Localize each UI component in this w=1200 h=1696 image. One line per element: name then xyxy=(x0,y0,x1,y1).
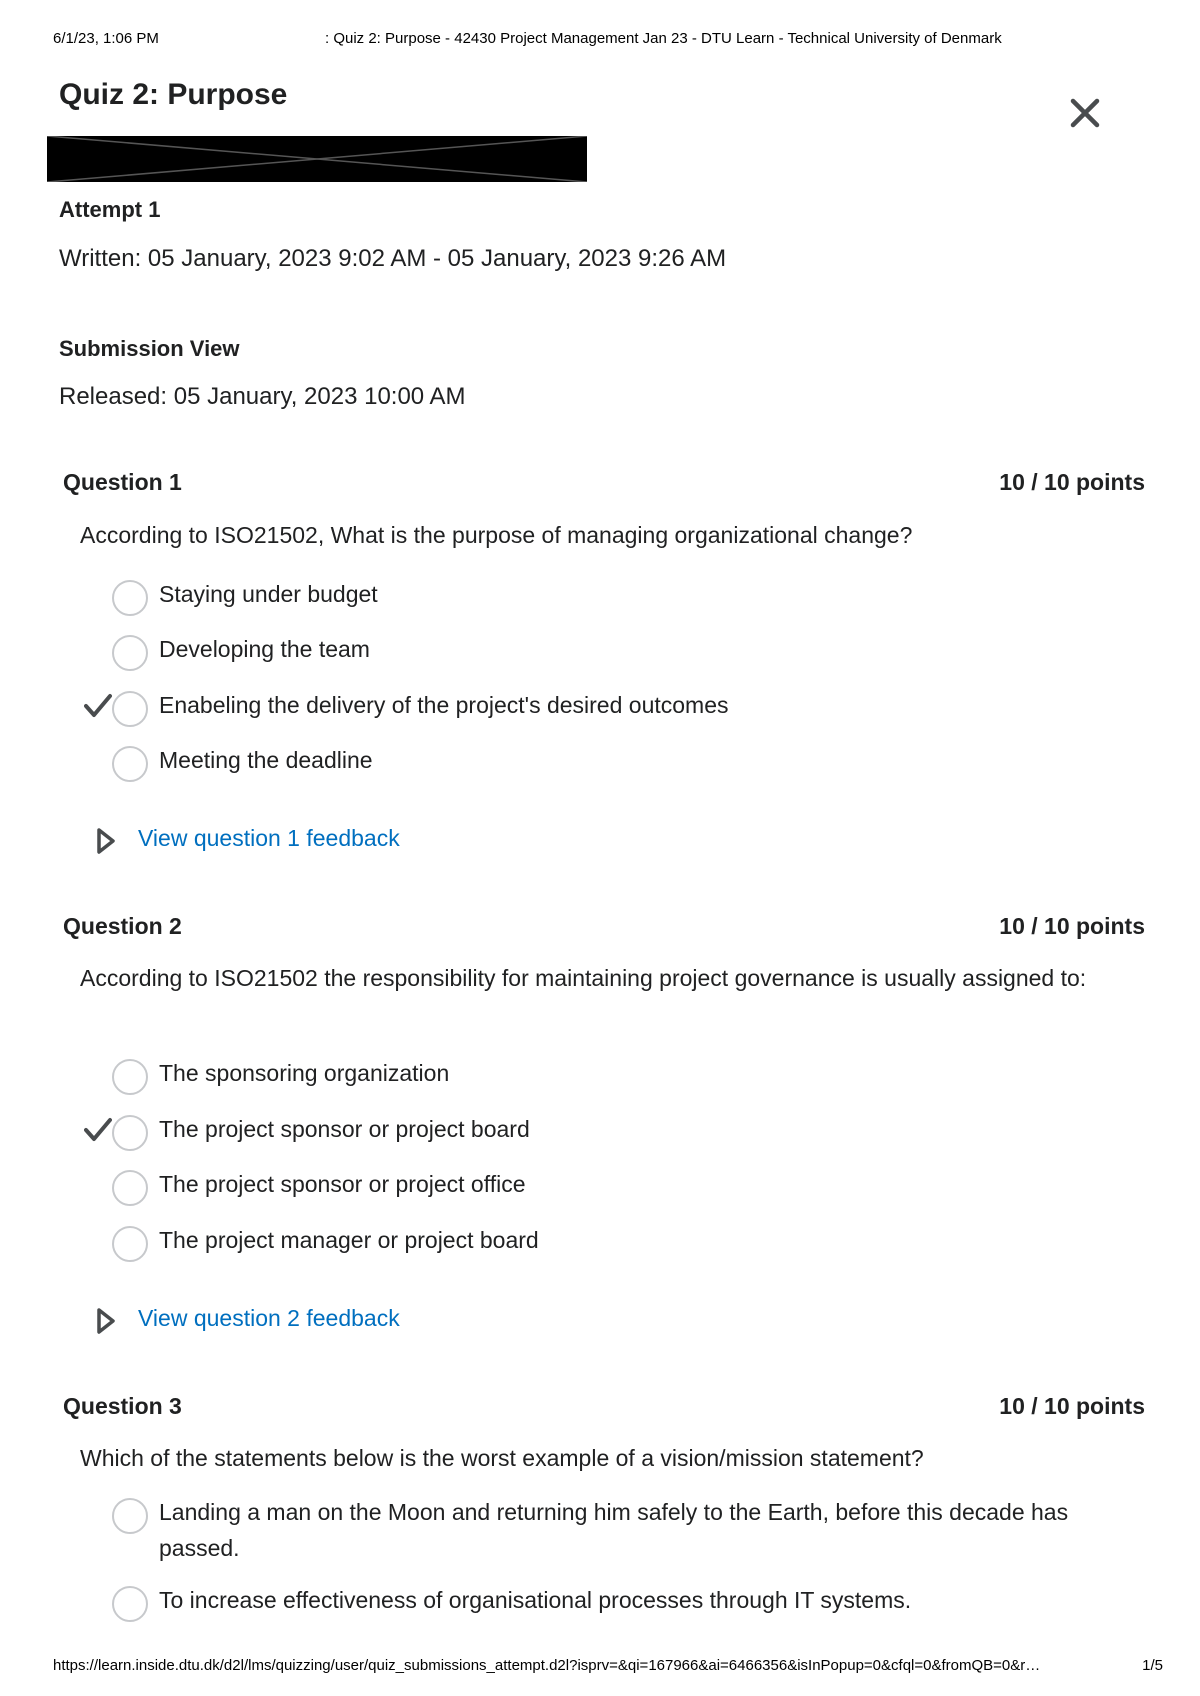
option-label: The project manager or project board xyxy=(159,1227,539,1253)
question-2-title: Question 2 xyxy=(63,913,182,939)
question-1-title: Question 1 xyxy=(63,469,182,495)
print-datetime: 6/1/23, 1:06 PM xyxy=(53,30,159,47)
option-label: The project sponsor or project board xyxy=(159,1116,530,1142)
radio-button[interactable] xyxy=(112,1115,148,1151)
submission-view-heading: Submission View xyxy=(59,336,240,361)
page-title: Quiz 2: Purpose xyxy=(59,78,288,111)
question-1-points: 10 / 10 points xyxy=(999,469,1145,495)
radio-button[interactable] xyxy=(112,691,148,727)
question-1-header xyxy=(63,469,1145,499)
radio-button[interactable] xyxy=(112,580,148,616)
attempt-heading: Attempt 1 xyxy=(59,197,161,222)
print-header xyxy=(53,30,1153,50)
radio-button[interactable] xyxy=(112,635,148,671)
print-page-number: 1/5 xyxy=(1142,1657,1163,1674)
feedback-link-label[interactable]: View question 1 feedback xyxy=(138,825,400,851)
question-3-header xyxy=(63,1393,1145,1423)
question-3-title: Question 3 xyxy=(63,1393,182,1419)
option-label: Enabeling the delivery of the project's desired outcomes xyxy=(159,692,729,718)
radio-button[interactable] xyxy=(112,1170,148,1206)
radio-button[interactable] xyxy=(112,1059,148,1095)
question-2-points: 10 / 10 points xyxy=(999,913,1145,939)
question-3-points: 10 / 10 points xyxy=(999,1393,1145,1419)
expand-triangle-icon xyxy=(96,827,116,855)
option-label: To increase effectiveness of organisational processes through IT systems. xyxy=(159,1587,912,1613)
radio-button[interactable] xyxy=(112,1498,148,1534)
option-label: The sponsoring organization xyxy=(159,1060,450,1086)
question-1-prompt: According to ISO21502, What is the purpose of managing organizational change? xyxy=(80,522,913,548)
option-label: Landing a man on the Moon and returning him safely to the Earth, before this decade has passed. xyxy=(159,1499,1069,1561)
question-2-prompt: According to ISO21502 the responsibility for maintaining project governance is usually assigned to: xyxy=(80,965,1087,991)
print-url: https://learn.inside.dtu.dk/d2l/lms/quizzing/user/quiz_submissions_attempt.d2l?isprv=&qi=167966&ai=6466356&isInPopup=0&cfql=0&fromQB=0&r… xyxy=(53,1657,1041,1674)
attempt-written-time: Written: 05 January, 2023 9:02 AM - 05 January, 2023 9:26 AM xyxy=(59,245,727,272)
option-label: Meeting the deadline xyxy=(159,747,373,773)
close-icon[interactable] xyxy=(1068,96,1102,130)
correct-checkmark-icon xyxy=(84,1117,112,1143)
option-label: Developing the team xyxy=(159,636,370,662)
correct-checkmark-icon xyxy=(84,693,112,719)
radio-button[interactable] xyxy=(112,1586,148,1622)
radio-button[interactable] xyxy=(112,746,148,782)
expand-triangle-icon xyxy=(96,1307,116,1335)
option-label: Staying under budget xyxy=(159,581,378,607)
feedback-link-label[interactable]: View question 2 feedback xyxy=(138,1305,400,1331)
print-document-title: : Quiz 2: Purpose - 42430 Project Management Jan 23 - DTU Learn - Technical University of Denmark xyxy=(325,30,1002,47)
question-3-prompt: Which of the statements below is the worst example of a vision/mission statement? xyxy=(80,1445,924,1471)
redacted-user-name xyxy=(47,136,587,182)
radio-button[interactable] xyxy=(112,1226,148,1262)
option-label: The project sponsor or project office xyxy=(159,1171,526,1197)
submission-released-time: Released: 05 January, 2023 10:00 AM xyxy=(59,383,466,410)
question-2-header xyxy=(63,913,1145,943)
